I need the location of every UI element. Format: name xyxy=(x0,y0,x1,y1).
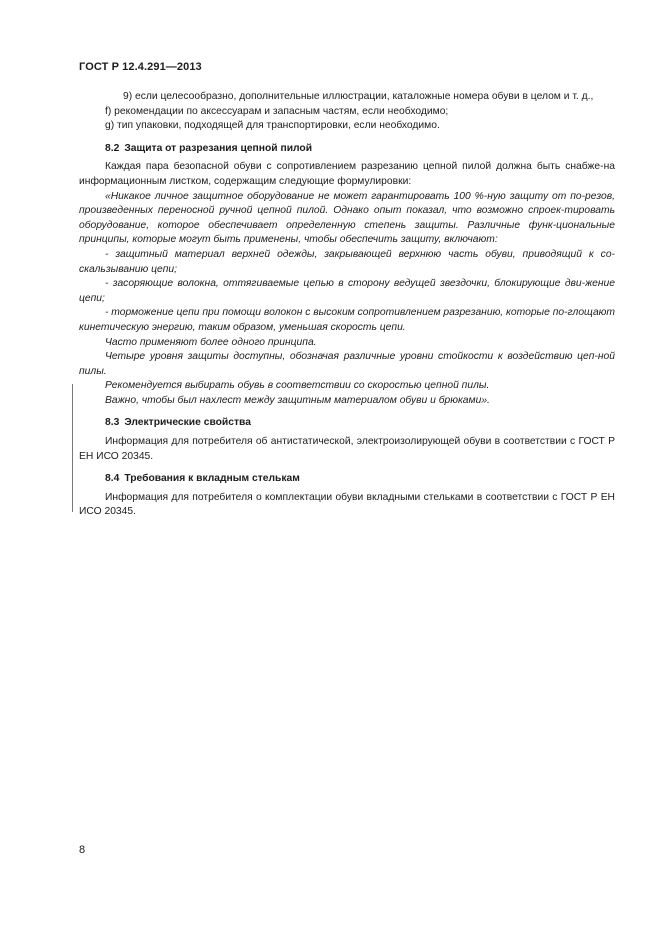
principle-bullet: - защитный материал верхней одежды, закрывающей верхнюю часть обуви, приводящий к со-скальзыванию цепи; xyxy=(79,248,615,275)
quote-line: Часто применяют более одного принципа. xyxy=(105,336,317,348)
section-title: Требования к вкладным стелькам xyxy=(124,473,300,485)
section-title: Защита от разрезания цепной пилой xyxy=(124,142,313,154)
section-8-2-quote: «Никакое личное защитное оборудование не может гарантировать 100 %-ную защиту от по-резов, произведенных переносной ручной цепной пилой. Однако опыт показал, что возможно спроек-тировать оборудование, которое обеспечивает определенную степень защиты. Различные функ-циональные принципы, которые могут быть применены, чтобы обеспечить защиту, включают: xyxy=(79,190,615,246)
section-8-2-intro: Каждая пара безопасной обуви с сопротивлением разрезанию цепной пилой должна быть снабже-на информационным листком, содержащим следующие формулировки: xyxy=(79,161,615,187)
page-body xyxy=(79,90,615,520)
section-8-3-text: Информация для потребителя об антистатической, электроизолирующей обуви в соответствии с ГОСТ Р ЕН ИСО 20345. xyxy=(79,436,615,462)
section-8-4-text: Информация для потребителя о комплектации обуви вкладными стельками в соответствии с ГОСТ Р ЕН ИСО 20345. xyxy=(79,491,615,518)
list-item-g: g) тип упаковки, подходящей для транспортировки, если необходимо. xyxy=(105,120,440,132)
section-8-2-heading xyxy=(79,142,615,157)
section-8-4-heading xyxy=(79,472,615,487)
section-8-3-heading xyxy=(79,416,615,431)
section-number: 8.3 xyxy=(105,417,120,429)
change-bar xyxy=(72,384,73,512)
document-header: ГОСТ Р 12.4.291—2013 xyxy=(79,61,202,73)
principle-bullet: - засоряющие волокна, оттягиваемые цепью в сторону ведущей звездочки, блокирующие дви-жение цепи; xyxy=(79,278,615,304)
page-number: 8 xyxy=(79,844,86,856)
quote-line: Важно, чтобы был нахлест между защитным материалом обуви и брюками». xyxy=(105,394,490,406)
section-title: Электрические свойства xyxy=(124,417,251,429)
principle-bullet: - торможение цепи при помощи волокон с высоким сопротивлением разрезанию, которые по-глощают кинетическую энергию, таким образом, уменьшая скорость цепи. xyxy=(79,307,615,333)
list-item-9: 9) если целесообразно, дополнительные иллюстрации, каталожные номера обуви в целом и т. д., xyxy=(123,91,594,102)
list-item-f: f) рекомендации по аксессуарам и запасным частям, если необходимо; xyxy=(105,105,449,117)
section-number: 8.4 xyxy=(105,473,120,485)
quote-line: Четыре уровня защиты доступны, обозначая различные уровни стойкости к воздействию цеп-ной пилы. xyxy=(79,351,615,377)
section-number: 8.2 xyxy=(105,142,120,154)
quote-line: Рекомендуется выбирать обувь в соответствии со скоростью цепной пилы. xyxy=(105,380,490,392)
